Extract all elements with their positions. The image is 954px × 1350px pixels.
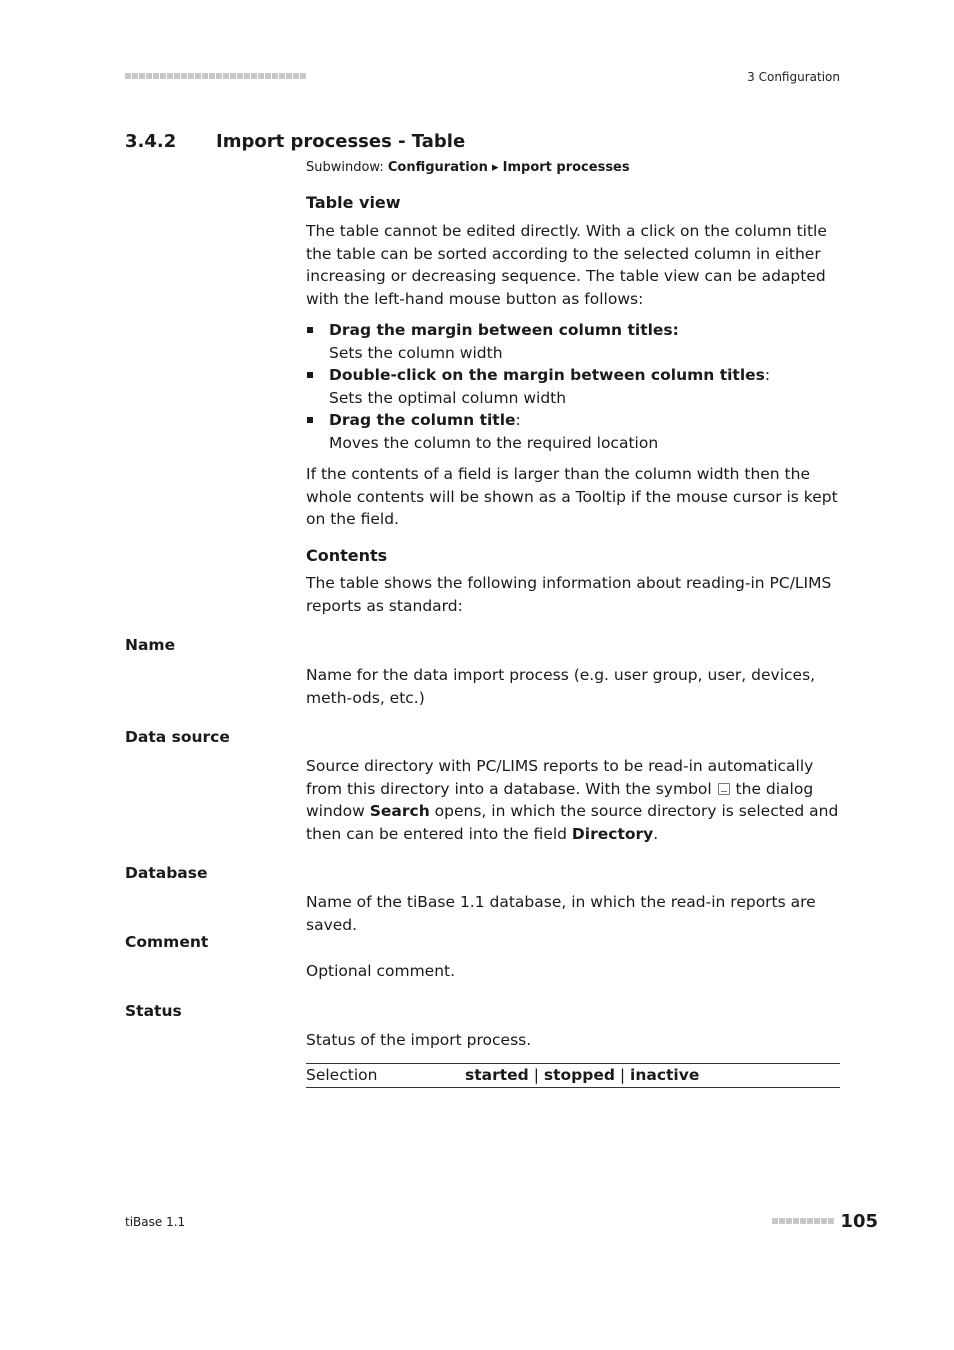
- table-view-intro: The table cannot be edited directly. With a click on the column title the table can be sorted according to the selected column in either increasing or decreasing sequence. The table view can be adapted with the left-hand mouse button as follows:: [306, 222, 827, 308]
- bullet-list: [306, 319, 840, 454]
- term-comment-desc: Optional comment.: [306, 962, 456, 980]
- term-name: Name: [125, 636, 176, 654]
- contents-heading: Contents: [306, 546, 388, 565]
- path-arrow-icon: ▸: [487, 160, 503, 175]
- selection-label: Selection: [306, 1066, 378, 1084]
- footer-decoration: [772, 1218, 834, 1224]
- list-item: Drag the margin between column titles: Sets the column width: [306, 319, 840, 364]
- selection-table: [306, 1063, 840, 1088]
- term-status: Status: [125, 1002, 182, 1020]
- bullet-icon: [307, 372, 313, 378]
- term-comment: Comment: [125, 933, 209, 951]
- bullet-icon: [307, 327, 313, 333]
- section-number: 3.4.2: [125, 131, 177, 152]
- term-data-source: Data source: [125, 728, 230, 746]
- selection-values: started | stopped | inactive: [465, 1066, 700, 1084]
- subwindow-path-2: Import processes: [502, 160, 630, 175]
- list-item: Double-click on the margin between column titles: Sets the optimal column width: [306, 364, 840, 409]
- term-data-source-desc: Source directory with PC/LIMS reports to be read-in automatically from this directory into a database. With the symbol the dialog window Search opens, in which the source directory is selected and then can be entered into the field Directory.: [306, 757, 839, 843]
- tooltip-note: If the contents of a field is larger than the column width then the whole contents will be shown as a Tooltip if the mouse cursor is kept on the field.: [306, 465, 838, 528]
- subwindow-prefix: Subwindow:: [306, 160, 388, 175]
- page-number: 105: [840, 1211, 878, 1232]
- footer-product: tiBase 1.1: [125, 1215, 186, 1229]
- table-view-heading: Table view: [306, 193, 401, 212]
- header-chapter: 3 Configuration: [747, 70, 840, 84]
- term-database: Database: [125, 864, 208, 882]
- contents-intro: The table shows the following information about reading-in PC/LIMS reports as standard:: [306, 574, 832, 615]
- browse-icon: [718, 783, 730, 795]
- term-name-desc: Name for the data import process (e.g. user group, user, devices, meth-ods, etc.): [306, 666, 816, 707]
- subwindow-path-1: Configuration: [387, 160, 488, 175]
- section-title: Import processes - Table: [216, 131, 466, 152]
- subwindow-path: [306, 160, 630, 175]
- bullet-icon: [307, 417, 313, 423]
- header-decoration: [125, 73, 306, 79]
- term-database-desc: Name of the tiBase 1.1 database, in which the read-in reports are saved.: [306, 893, 816, 934]
- list-item: Drag the column title: Moves the column to the required location: [306, 409, 840, 454]
- term-status-desc: Status of the import process.: [306, 1031, 532, 1049]
